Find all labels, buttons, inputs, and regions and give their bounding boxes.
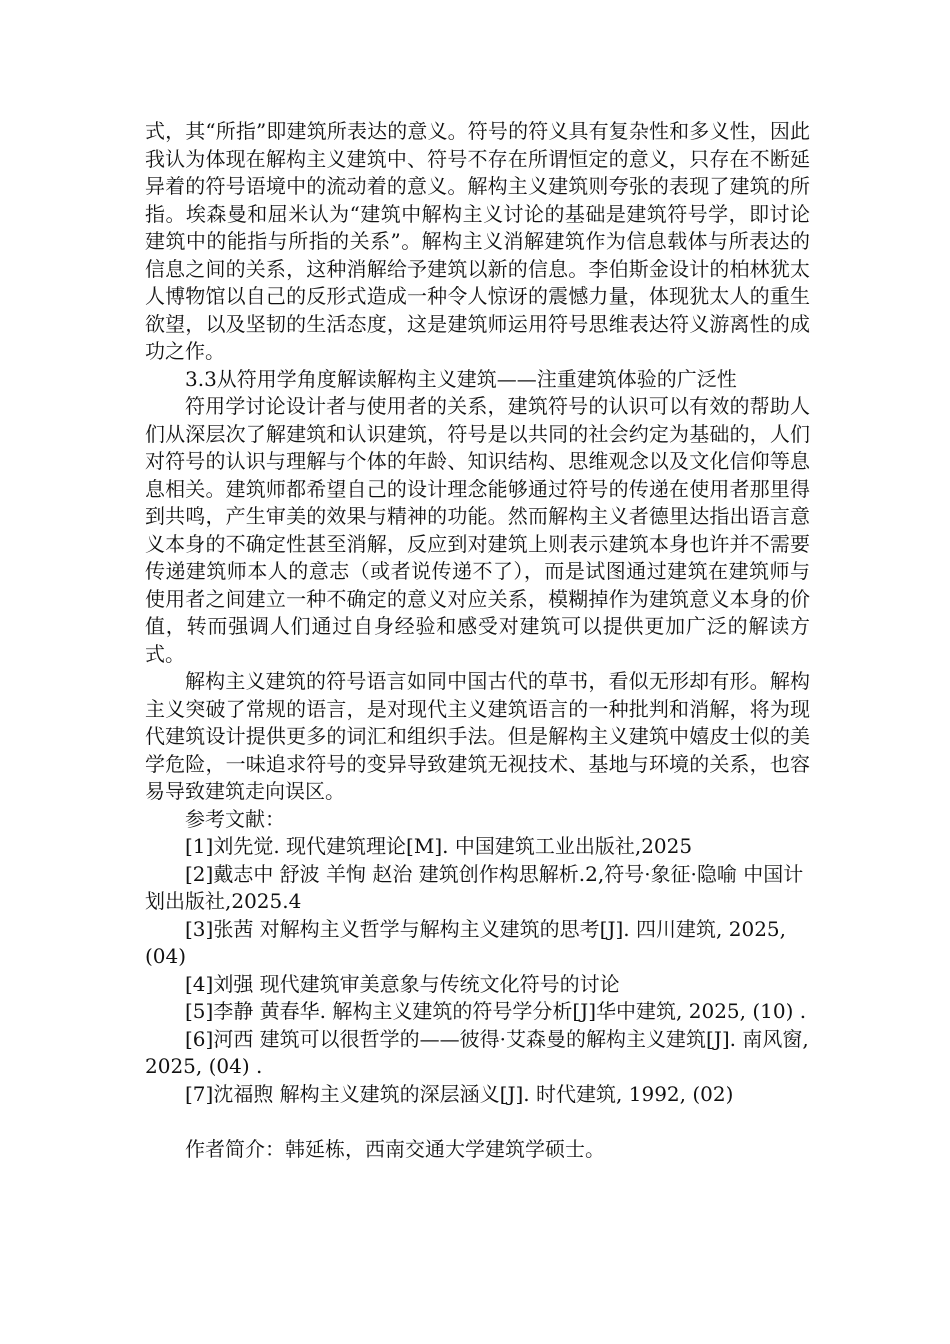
reference-item: [4]刘强 现代建筑审美意象与传统文化符号的讨论 xyxy=(185,971,620,996)
reference-item: [1]刘先觉. 现代建筑理论[M]. 中国建筑工业出版社,2025 xyxy=(185,834,693,858)
body-paragraph-conclusion: 解构主义建筑的符号语言如同中国古代的草书，看似无形却有形。解构主义突破了常规的语言，是对现代主义建筑语言的一种批判和消解，将为现代建筑设计提供更多的词汇和组织手法。但是解构主义建筑中嬉皮士似的美学危险，一味追求符号的变异导致建筑无视技术、基地与环境的关系，也容易导致建筑走向误区。 xyxy=(145,669,810,803)
reference-item: [5]李静 黄春华. 解构主义建筑的符号学分析[J]华中建筑, 2025, (10) . xyxy=(185,999,807,1023)
references-heading: 参考文献： xyxy=(185,806,285,831)
reference-item: [6]河西 建筑可以很哲学的——彼得·艾森曼的解构主义建筑[J]. 南风窗, 2025, (04) . xyxy=(145,1026,809,1078)
body-paragraph-pragmatics: 符用学讨论设计者与使用者的关系，建筑符号的认识可以有效的帮助人们从深层次了解建筑和认识建筑，符号是以共同的社会约定为基础的，人们对符号的认识与理解与个体的年龄、知识结构、思维观念以及文化信仰等息息相关。建筑师都希望自己的设计理念能够通过符号的传递在使用者那里得到共鸣，产生审美的效果与精神的功能。然而解构主义者德里达指出语言意义本身的不确定性甚至消解，反应到对建筑上则表示建筑本身也许并不需要传递建筑师本人的意志（或者说传递不了），而是试图通过建筑在建筑师与使用者之间建立一种不确定的意义对应关系，模糊掉作为建筑意义本身的价值，转而强调人们通过自身经验和感受对建筑可以提供更加广泛的解读方式。 xyxy=(145,394,810,666)
reference-list xyxy=(145,833,810,1108)
document-page xyxy=(145,118,810,1163)
section-heading: 3.3从符用学角度解读解构主义建筑——注重建筑体验的广泛性 xyxy=(185,366,737,391)
author-note: 作者简介：韩延栋，西南交通大学建筑学硕士。 xyxy=(185,1136,605,1161)
body-paragraph-continuation: 式，其“所指”即建筑所表达的意义。符号的符义具有复杂性和多义性，因此我认为体现在解构主义建筑中、符号不存在所谓恒定的意义，只存在不断延异着的符号语境中的流动着的意义。解构主义建筑则夸张的表现了建筑的所指。埃森曼和屈米认为“建筑中解构主义讨论的基础是建筑符号学，即讨论建筑中的能指与所指的关系”。解构主义消解建筑作为信息载体与所表达的信息之间的关系，这种消解给予建筑以新的信息。李伯斯金设计的柏林犹太人博物馆以自己的反形式造成一种令人惊讶的震憾力量，体现犹太人的重生欲望，以及坚韧的生活态度，这是建筑师运用符号思维表达符义游离性的成功之作。 xyxy=(145,119,810,363)
reference-item: [2]戴志中 舒波 羊恂 赵治 建筑创作构思解析.2,符号·象征·隐喻 中国计划出版社,2025.4 xyxy=(145,861,804,913)
spacer xyxy=(145,1108,810,1136)
reference-item: [3]张茜 对解构主义哲学与解构主义建筑的思考[J]. 四川建筑, 2025, (04) xyxy=(145,916,786,968)
reference-item: [7]沈福煦 解构主义建筑的深层涵义[J]. 时代建筑, 1992, (02) xyxy=(185,1081,734,1106)
